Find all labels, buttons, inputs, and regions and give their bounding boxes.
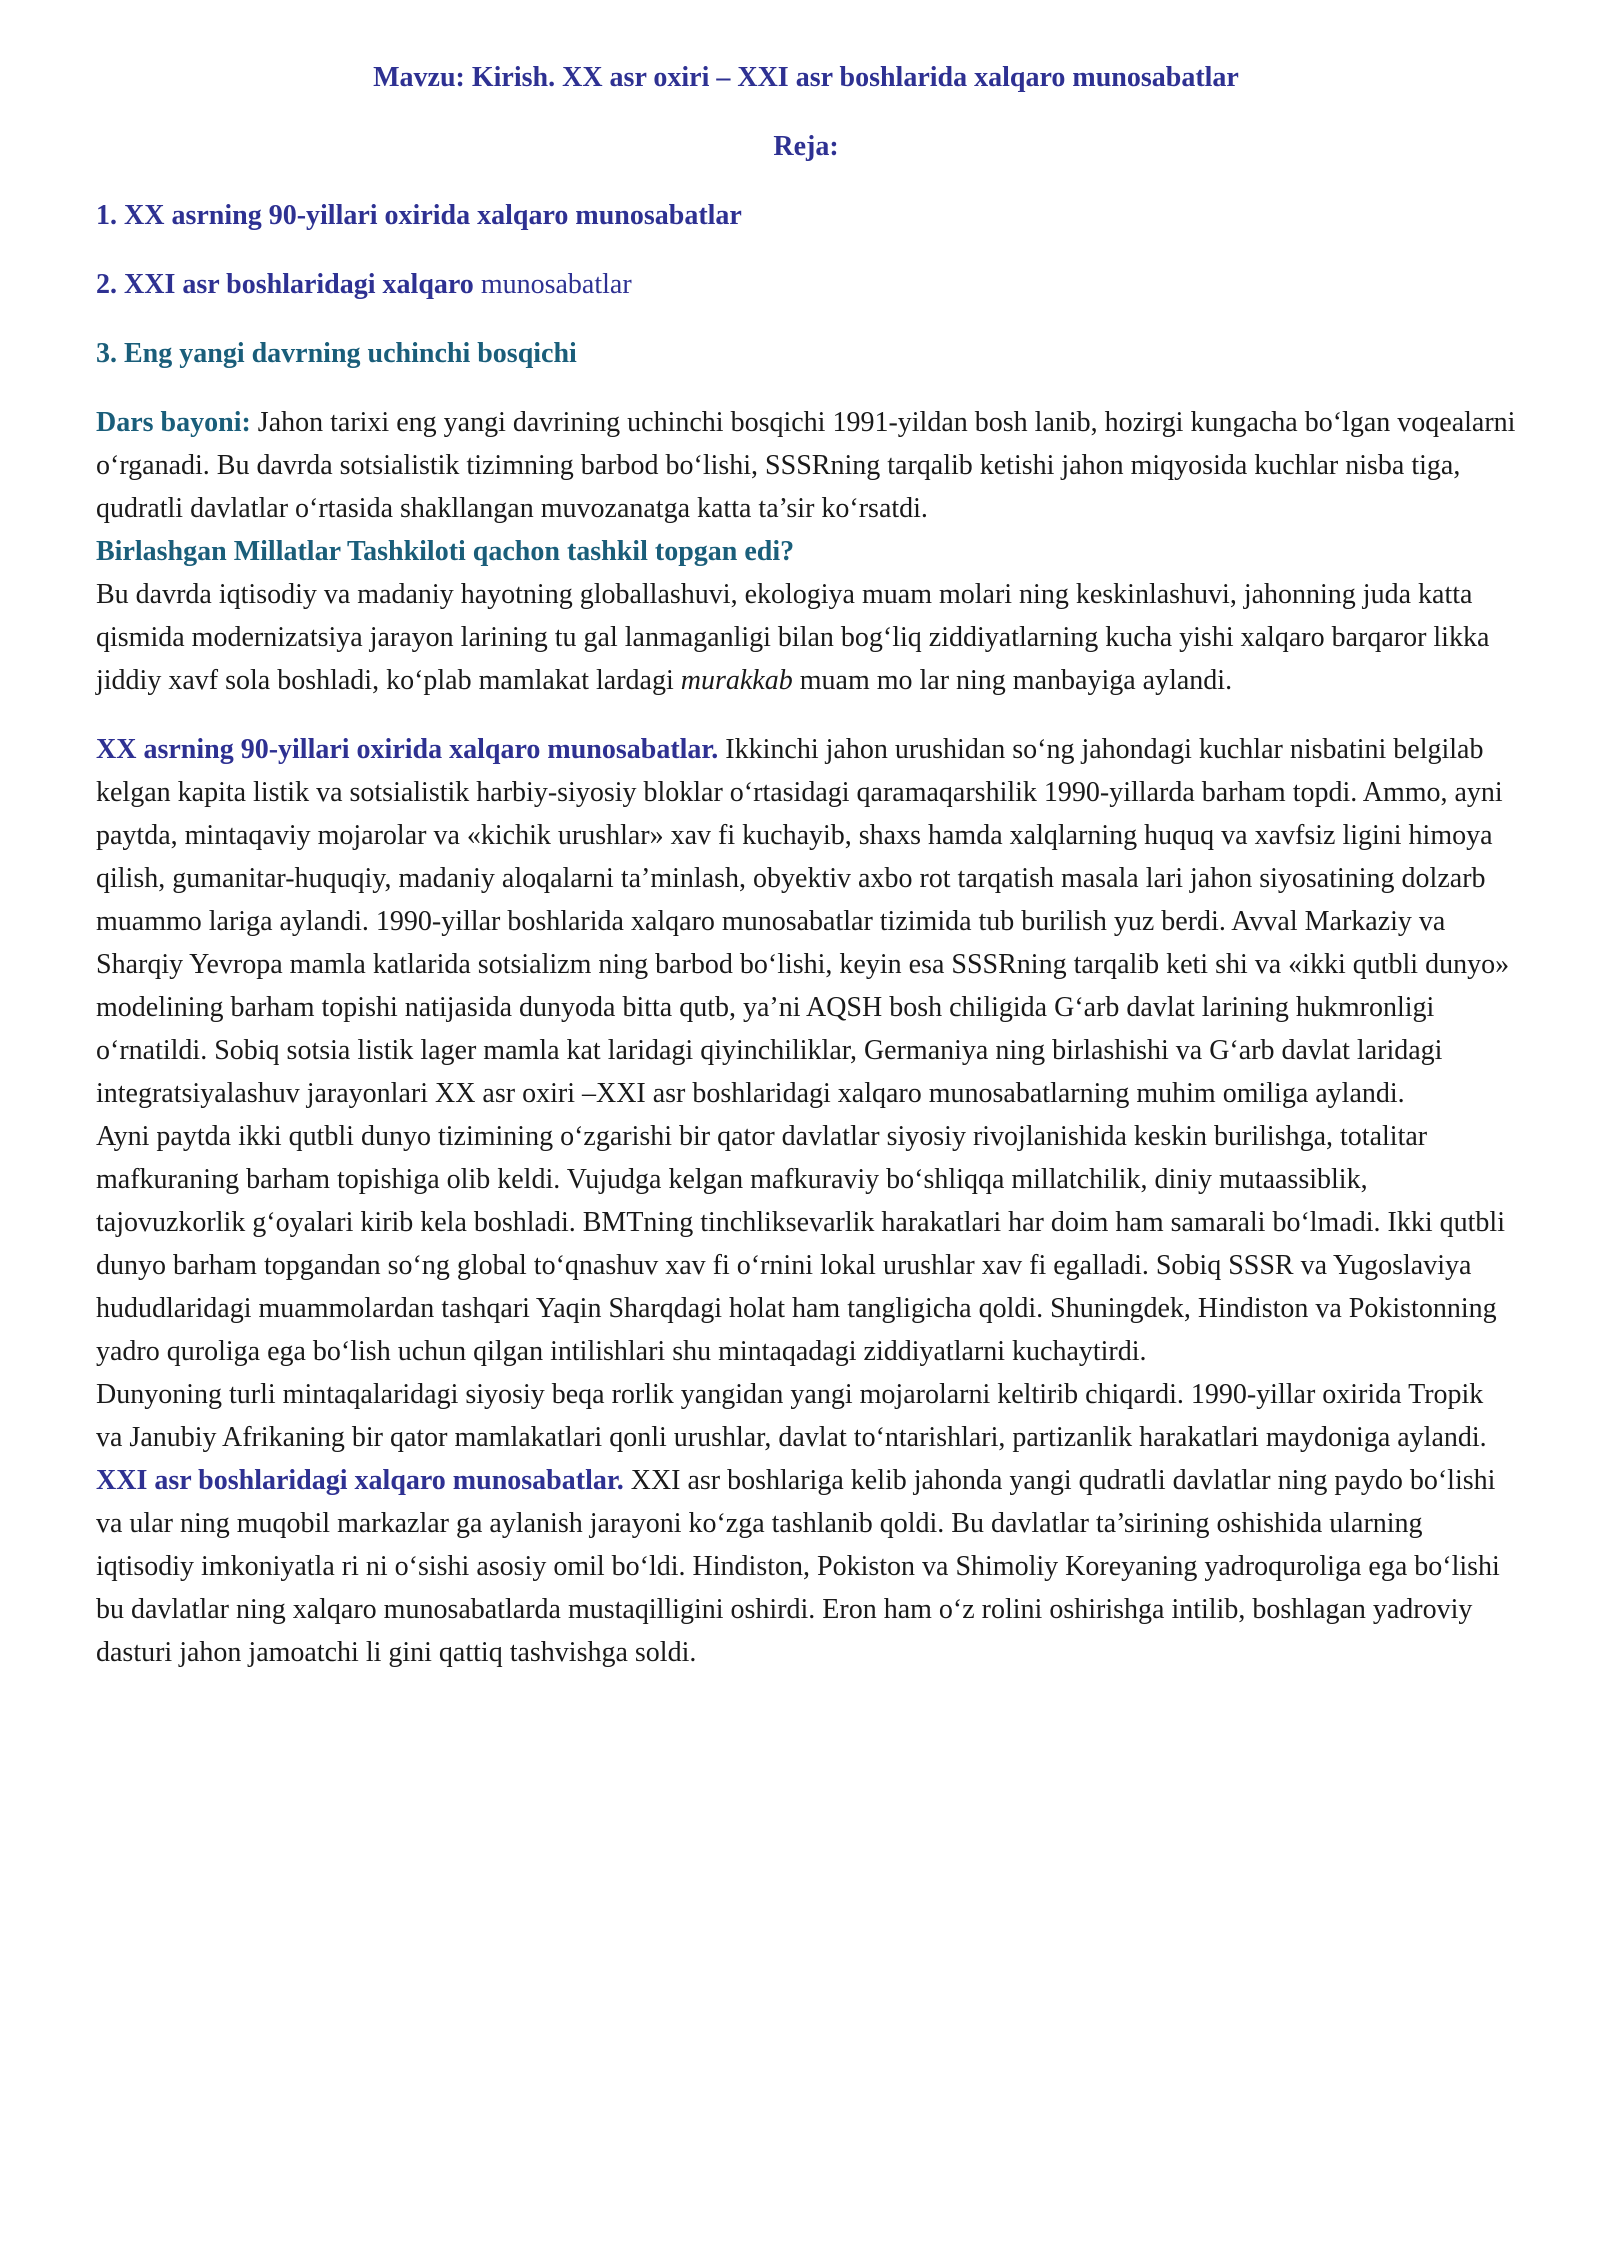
plan-item-3: 3. Eng yangi davrning uchinchi bosqichi xyxy=(96,338,577,369)
section1-paragraph xyxy=(96,728,1516,1115)
globalization-italic: murakkab xyxy=(680,665,793,696)
plan-item-2-rest: munosabatlar xyxy=(473,269,632,300)
intro-paragraph xyxy=(96,401,1516,530)
intro-text: Jahon tarixi eng yangi davrining uchinchi bosqichi 1991-yildan bosh lanib, hozirgi kungacha bo‘lgan voqealarni o‘rganadi. Bu davrda sotsialistik tizimning barbod bo‘lishi, SSSRning tarqalib ketishi jahon miqyosida kuchlar nisba tiga, qudratli davlatlar o‘rtasida shakllangan muvozanatga katta ta’sir ko‘rsatdi. xyxy=(96,407,1516,524)
globalization-paragraph xyxy=(96,573,1516,702)
plan-heading: Reja: xyxy=(773,131,839,162)
plan-item-1-text: 1. XX asrning 90-yillari oxirida xalqaro munosabatlar xyxy=(96,200,742,231)
section2-text: XXI asr boshlariga kelib jahonda yangi qudratli davlatlar ning paydo bo‘lishi va ular ning muqobil markazlar ga aylanish jarayoni ko‘zga tashlanib qoldi. Bu davlatlar ta’sirining oshishida ularning iqtisodiy imkoniyatla ri ni o‘sishi asosiy omil bo‘ldi. Hindiston, Pokiston va Shimoliy Koreyaning yadroquroliga ega bo‘lishi bu davlatlar ning xalqaro munosabatlarda mustaqilligini oshirdi. Eron ham o‘z rolini oshirishga intilib, boshlagan yadroviy dasturi jahon jamoatchi li gini qattiq tashvishga soldi. xyxy=(96,1465,1500,1668)
section1-paragraph-3: Dunyoning turli mintaqalaridagi siyosiy beqa rorlik yangidan yangi mojarolarni keltirib chiqardi. 1990-yillar oxirida Tropik va Janubiy Afrikaning bir qator mamlakatlari qonli urushlar, davlat to‘ntarishlari, partizanlik harakatlari maydoniga aylandi. xyxy=(96,1379,1487,1453)
section1-text: Ikkinchi jahon urushidan so‘ng jahondagi kuchlar nisbatini belgilab kelgan kapita listik va sotsialistik harbiy-siyosiy bloklar o‘rtasidagi qaramaqarshilik 1990-yillarda barham topdi. Ammo, ayni paytda, mintaqaviy mojarolar va «kichik urushlar» xav fi kuchayib, shaxs hamda xalqlarning huquq va xavfsiz ligini himoya qilish, gumanitar-huquqiy, madaniy aloqalarni ta’minlash, obyektiv axbo rot tarqatish masala lari jahon siyosatining dolzarb muammo lariga aylandi. 1990-yillar boshlarida xalqaro munosabatlar tizimida tub burilish yuz berdi. Avval Markaziy va Sharqiy Yevropa mamla katlarida sotsializm ning barbod bo‘lishi, keyin esa SSSRning tarqalib keti shi va «ikki qutbli dunyo» modelining barham topishi natijasida dunyoda bitta qutb, ya’ni AQSH bosh chiligida G‘arb davlat larining hukmronligi o‘rnatildi. Sobiq sotsia listik lager mamla kat laridagi qiyinchiliklar, Germaniya ning birlashishi va G‘arb davlat laridagi integratsiyalashuv jarayonlari XX asr oxiri –XXI asr boshlaridagi xalqaro munosabatlarning muhim omiliga aylandi. xyxy=(96,734,1510,1109)
section1-paragraph-2: Ayni paytda ikki qutbli dunyo tizimining o‘zgarishi bir qator davlatlar siyosiy rivojlanishida keskin burilishga, totalitar mafkuraning barham topishiga olib keldi. Vujudga kelgan mafkuraviy bo‘shliqqa millatchilik, diniy mutaassiblik, tajovuzkorlik g‘oyalari kirib kela boshladi. BMTning tinchliksevarlik harakatlari har doim ham samarali bo‘lmadi. Ikki qutbli dunyo barham topgandan so‘ng global to‘qnashuv xav fi o‘rnini lokal urushlar xav fi egalladi. Sobiq SSSR va Yugoslaviya hududlaridagi muammolardan tashqari Yaqin Sharqdagi holat ham tangligicha qoldi. Shuningdek, Hindiston va Pokistonning yadro quroliga ega bo‘lish uchun qilgan intilishlari shu mintaqadagi ziddiyatlarni kuchaytirdi. xyxy=(96,1121,1505,1367)
section2-heading: XXI asr boshlaridagi xalqaro munosabatlar. xyxy=(96,1465,624,1496)
document-page xyxy=(96,56,1516,1674)
document-title: Mavzu: Kirish. XX asr oxiri – XXI asr boshlarida xalqaro munosabatlar xyxy=(373,62,1239,93)
section1-heading: XX asrning 90-yillari oxirida xalqaro munosabatlar. xyxy=(96,734,719,765)
question-heading: Birlashgan Millatlar Tashkiloti qachon tashkil topgan edi? xyxy=(96,536,795,567)
plan-item-2-bold: 2. XXI asr boshlaridagi xalqaro xyxy=(96,269,474,300)
globalization-text: Bu davrda iqtisodiy va madaniy hayotning globallashuvi, ekologiya muam molari ning keskinlashuvi, jahonning juda katta qismida modernizatsiya jarayon larining tu gal lanmaganligi bilan bog‘liq ziddiyatlarning kucha yishi xalqaro barqaror likka jiddiy xavf sola boshladi, ko‘plab mamlakat lardagi xyxy=(96,579,1490,696)
intro-label: Dars bayoni: xyxy=(96,407,251,438)
plan-item-2 xyxy=(96,263,1516,306)
plan-item-1 xyxy=(96,194,1516,237)
globalization-tail: muam mo lar ning manbayiga aylandi. xyxy=(792,665,1233,696)
section2-paragraph xyxy=(96,1459,1516,1674)
